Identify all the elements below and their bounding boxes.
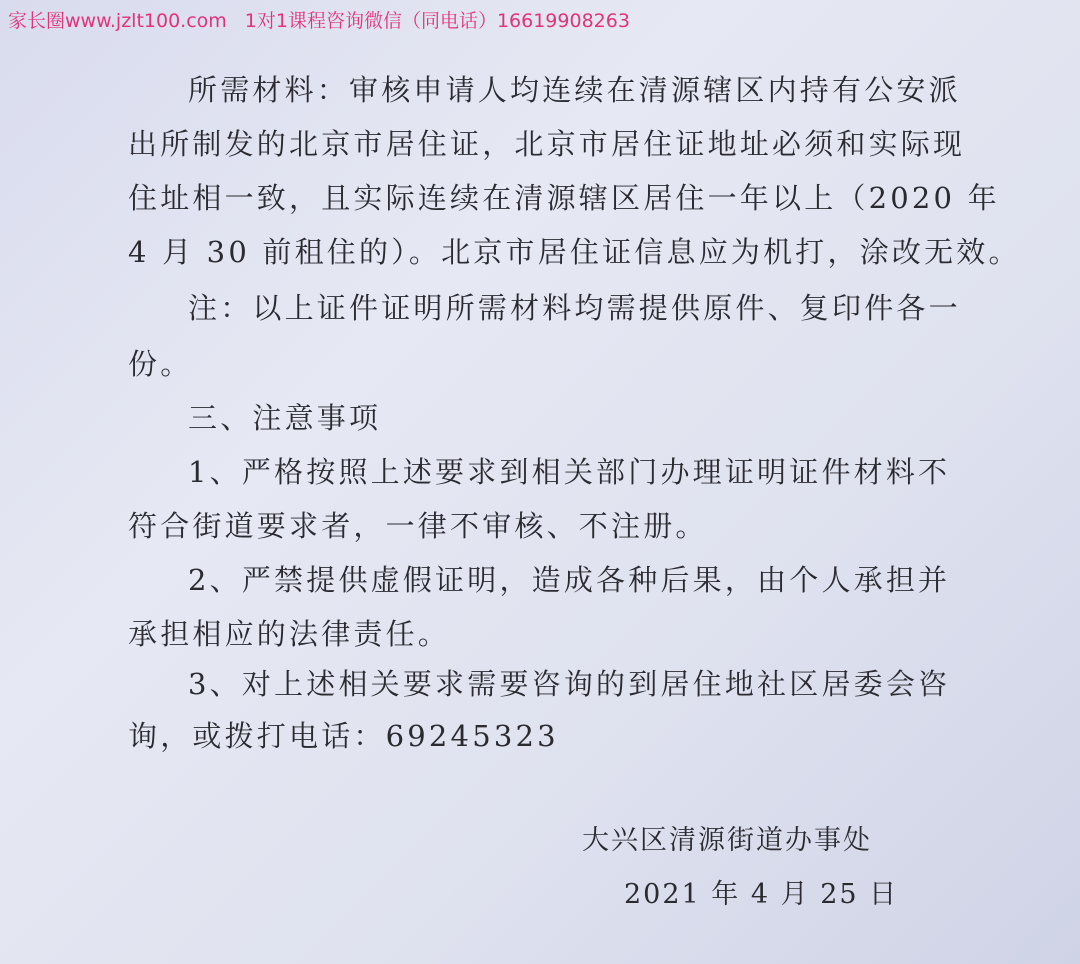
item-1-line-2: 符合街道要求者，一律不审核、不注册。: [128, 509, 708, 543]
item-1-line-1: 1、严格按照上述要求到相关部门办理证明证件材料不: [188, 455, 951, 489]
note-line-2: 份。: [128, 347, 193, 381]
issuing-office: 大兴区清源街道办事处: [582, 825, 872, 856]
note-line-1: 注：以上证件证明所需材料均需提供原件、复印件各一: [188, 291, 961, 325]
section-heading: 三、注意事项: [188, 401, 382, 435]
required-materials-line-1: 所需材料：审核申请人均连续在清源辖区内持有公安派: [188, 73, 961, 107]
watermark-site: 家长圈www.jzlt100.com: [8, 10, 227, 32]
required-materials-line-3: 住址相一致，且实际连续在清源辖区居住一年以上（2020 年: [128, 181, 1000, 215]
required-materials-line-4: 4 月 30 前租住的）。北京市居住证信息应为机打，涂改无效。: [128, 235, 1021, 269]
item-3-line-2: 询，或拨打电话：69245323: [128, 719, 559, 753]
item-3-line-1: 3、对上述相关要求需要咨询的到居住地社区居委会咨: [188, 667, 951, 701]
required-materials-line-2: 出所制发的北京市居住证，北京市居住证地址必须和实际现: [128, 127, 966, 161]
item-2-line-2: 承担相应的法律责任。: [128, 617, 451, 651]
watermark-consult: 1对1课程咨询微信（同电话）16619908263: [244, 10, 630, 32]
issue-date: 2021 年 4 月 25 日: [624, 879, 899, 910]
watermark-banner: [8, 6, 630, 33]
item-2-line-1: 2、严禁提供虚假证明，造成各种后果，由个人承担并: [188, 563, 951, 597]
